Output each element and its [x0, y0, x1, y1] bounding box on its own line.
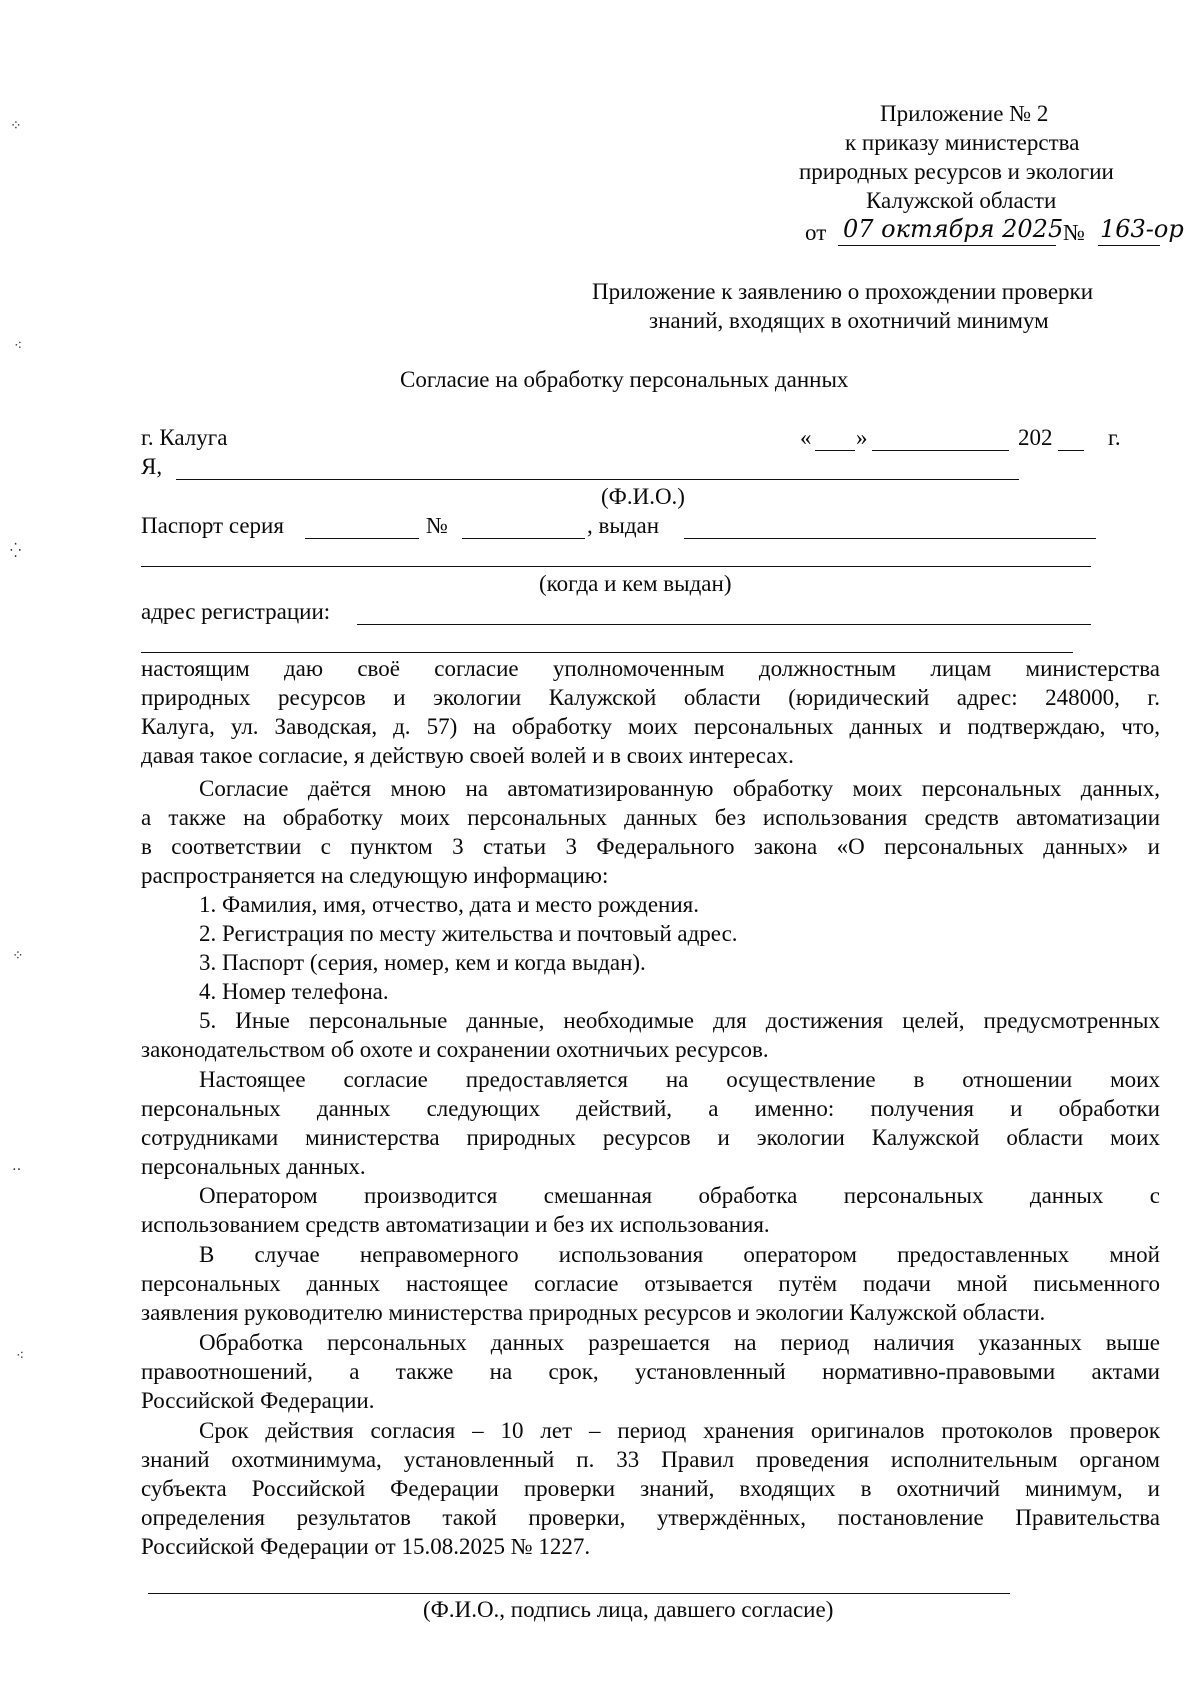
scan-speck: ⁘	[12, 949, 24, 964]
body-line: Настоящее согласие предоставляется на осуществление в отношении моих	[199, 1067, 1160, 1092]
body-line: субъекта Российской Федерации проверки знаний, входящих в охотничий минимум, и	[141, 1476, 1160, 1501]
year-suffix: г.	[1108, 425, 1121, 450]
order-date-underline	[838, 245, 1056, 246]
body-line: Срок действия согласия – 10 лет – период хранения оригиналов протоколов проверок	[199, 1418, 1160, 1443]
fio-field[interactable]	[176, 479, 1019, 480]
city-label: г. Калуга	[141, 425, 228, 450]
header-line-2: к приказу министерства	[845, 130, 1080, 155]
signature-caption: (Ф.И.О., подпись лица, давшего согласие)	[423, 1597, 834, 1622]
passport-issued-field[interactable]	[684, 538, 1096, 539]
scan-speck: ‥	[12, 1159, 22, 1174]
body-line: определения результатов такой проверки, утверждённых, постановление Правительства	[141, 1505, 1160, 1530]
body-line: в соответствии с пунктом 3 статьи 3 Федерального закона «О персональных данных» и	[141, 834, 1160, 859]
body-line: заявления руководителю министерства природных ресурсов и экологии Калужской области.	[141, 1300, 1046, 1325]
header-line-3: природных ресурсов и экологии	[799, 159, 1114, 184]
body-line: давая такое согласие, я действую своей волей и в своих интересах.	[141, 743, 794, 768]
signature-field[interactable]	[148, 1593, 1010, 1594]
body-line: Калуга, ул. Заводская, д. 57) на обработку моих персональных данных и подтверждаю, что,	[141, 714, 1160, 739]
scan-speck: ⁘	[10, 119, 22, 134]
day-field[interactable]	[815, 450, 855, 451]
body-line: использованием средств автоматизации и без их использования.	[141, 1212, 770, 1237]
attachment-line-1: Приложение к заявлению о прохождении проверки	[592, 279, 1094, 304]
list-item: законодательством об охоте и сохранении охотничьих ресурсов.	[141, 1037, 769, 1062]
order-date-prefix: от	[805, 220, 827, 245]
body-line: правоотношений, а также на срок, установленный нормативно-правовыми актами	[141, 1359, 1160, 1384]
page-title: Согласие на обработку персональных данных	[400, 367, 849, 392]
list-item: 5. Иные персональные данные, необходимые для достижения целей, предусмотренных	[199, 1008, 1160, 1033]
year-field[interactable]	[1058, 450, 1084, 451]
body-line: Российской Федерации от 15.08.2025 № 1227.	[141, 1534, 591, 1559]
body-line: В случае неправомерного использования оператором предоставленных мной	[199, 1242, 1160, 1267]
list-item: 2. Регистрация по месту жительства и почтовый адрес.	[199, 921, 738, 946]
address-label: адрес регистрации:	[141, 599, 331, 624]
passport-issued-label: , выдан	[587, 513, 660, 538]
order-number-label: №	[1063, 220, 1085, 245]
fio-caption: (Ф.И.О.)	[601, 484, 685, 509]
body-line: сотрудниками министерства природных ресурсов и экологии Калужской области моих	[141, 1125, 1160, 1150]
list-item: 4. Номер телефона.	[199, 979, 389, 1004]
list-item: 1. Фамилия, имя, отчество, дата и место рождения.	[199, 892, 699, 917]
body-line: природных ресурсов и экологии Калужской области (юридический адрес: 248000, г.	[141, 685, 1160, 710]
date-quote-open: «	[800, 425, 812, 450]
body-line: Согласие даётся мною на автоматизированную обработку моих персональных данных,	[199, 776, 1160, 801]
address-field[interactable]	[357, 624, 1091, 625]
address-field-continued[interactable]	[141, 652, 1073, 653]
month-field[interactable]	[872, 450, 1009, 451]
year-prefix: 202	[1018, 425, 1053, 450]
scan-speck: ⁖	[16, 1349, 25, 1364]
list-item: 3. Паспорт (серия, номер, кем и когда выдан).	[199, 950, 646, 975]
body-line: а также на обработку моих персональных данных без использования средств автоматизации	[141, 805, 1160, 830]
issued-caption: (когда и кем выдан)	[539, 571, 732, 596]
body-line: настоящим даю своё согласие уполномоченным должностным лицам министерства	[141, 656, 1160, 681]
body-line: знаний охотминимума, установленный п. 33 Правил проведения исполнительным органом	[141, 1447, 1160, 1472]
i-label: Я,	[141, 454, 163, 479]
header-line-1: Приложение № 2	[880, 101, 1049, 126]
passport-label: Паспорт серия	[141, 513, 284, 538]
body-line: распространяется на следующую информацию:	[141, 863, 609, 888]
scan-speck: ⁛	[10, 544, 22, 559]
attachment-line-2: знаний, входящих в охотничий минимум	[649, 308, 1049, 333]
passport-number-field[interactable]	[462, 538, 585, 539]
body-line: Оператором производится смешанная обработка персональных данных с	[199, 1183, 1160, 1208]
order-number-handwritten: 163-ор	[1100, 215, 1184, 243]
body-line: Обработка персональных данных разрешается на период наличия указанных выше	[199, 1330, 1160, 1355]
body-line: персональных данных следующих действий, а именно: получения и обработки	[141, 1096, 1160, 1121]
body-line: персональных данных.	[141, 1154, 366, 1179]
scan-speck: ⁖	[14, 339, 23, 354]
body-line: Российской Федерации.	[141, 1388, 375, 1413]
order-number-underline	[1098, 245, 1160, 246]
order-date-handwritten: 07 октября 2025	[843, 215, 1064, 243]
passport-number-label: №	[426, 513, 448, 538]
date-quote-close: »	[856, 425, 868, 450]
body-line: персональных данных настоящее согласие отзывается путём подачи мной письменного	[141, 1271, 1160, 1296]
header-line-4: Калужской области	[866, 188, 1057, 213]
passport-issued-field-continued[interactable]	[141, 566, 1091, 567]
passport-series-field[interactable]	[305, 538, 419, 539]
